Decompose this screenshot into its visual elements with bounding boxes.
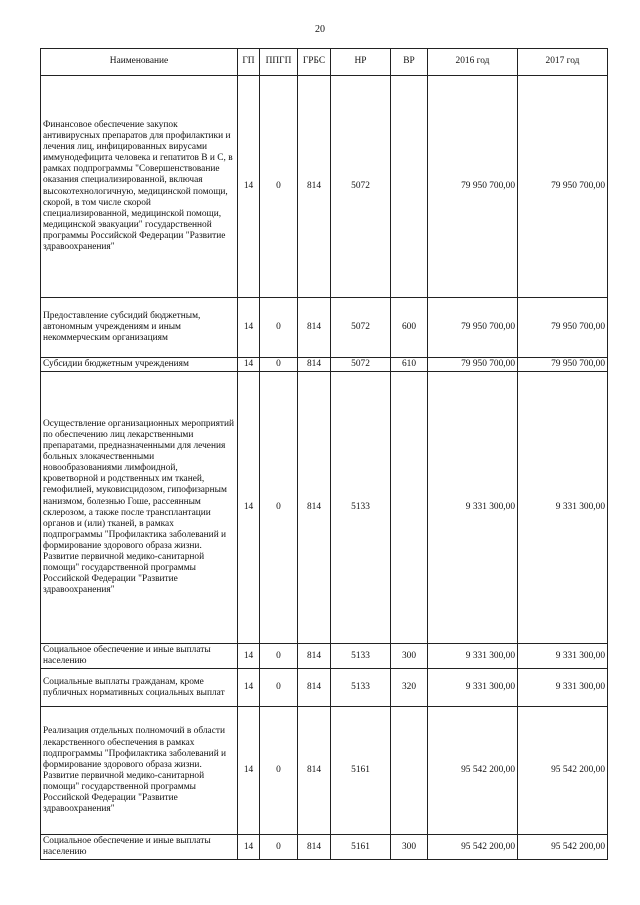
- row-gp: 14: [238, 372, 260, 644]
- header-vr: ВР: [391, 49, 428, 76]
- row-name: Финансовое обеспечение закупок антивирусных препаратов для профилактики и лечения лиц, инфицированных вирусами иммунодефицита человека и гепатитов В и С, в рамках подпрограммы "Совершенствование оказания специализированной, включая высокотехнологичную, медицинской помощи, скорой, в том числе скорой специализированной, медицинской помощи, медицинской эвакуации" государственной программы Российской Федерации "Развитие здравоохранения": [41, 76, 238, 298]
- row-2017: 9 331 300,00: [518, 669, 608, 707]
- row-2016: 9 331 300,00: [428, 669, 518, 707]
- row-ppgp: 0: [260, 669, 298, 707]
- row-vr: 320: [391, 669, 428, 707]
- row-name: Реализация отдельных полномочий в области лекарственного обеспечения в рамках подпрограммы "Профилактика заболеваний и формирование здорового образа жизни. Развитие первичной медико-санитарной помощи" государственной программы Российской Федерации "Развитие здравоохранения": [41, 707, 238, 835]
- budget-table: [40, 48, 608, 860]
- header-2016: 2016 год: [428, 49, 518, 76]
- row-grbs: 814: [298, 76, 331, 298]
- row-grbs: 814: [298, 298, 331, 358]
- table-row: [41, 835, 608, 860]
- table-row: [41, 76, 608, 298]
- table-row: [41, 358, 608, 372]
- row-vr: 610: [391, 358, 428, 372]
- row-2017: 79 950 700,00: [518, 76, 608, 298]
- row-ppgp: 0: [260, 372, 298, 644]
- row-gp: 14: [238, 76, 260, 298]
- header-gp: ГП: [238, 49, 260, 76]
- row-2017: 95 542 200,00: [518, 835, 608, 860]
- row-ppgp: 0: [260, 707, 298, 835]
- row-gp: 14: [238, 358, 260, 372]
- table-row: [41, 669, 608, 707]
- row-2016: 79 950 700,00: [428, 298, 518, 358]
- header-nr: НР: [331, 49, 391, 76]
- row-gp: 14: [238, 644, 260, 669]
- row-nr: 5072: [331, 76, 391, 298]
- row-name: Осуществление организационных мероприятий по обеспечению лиц лекарственными препаратами, предназначенными для лечения больных злокачественными новообразованиями лимфоидной, кроветворной и родственных им тканей, гемофилией, муковисцидозом, гипофизарным нанизмом, болезнью Гоше, рассеянным склерозом, а также после трансплантации органов и (или) тканей, в рамках подпрограммы "Профилактика заболеваний и формирование здорового образа жизни. Развитие первичной медико-санитарной помощи" государственной программы Российской Федерации "Развитие здравоохранения": [41, 372, 238, 644]
- row-ppgp: 0: [260, 358, 298, 372]
- row-name: Социальное обеспечение и иные выплаты населению: [41, 835, 238, 860]
- row-gp: 14: [238, 298, 260, 358]
- row-ppgp: 0: [260, 644, 298, 669]
- row-grbs: 814: [298, 644, 331, 669]
- row-nr: 5133: [331, 372, 391, 644]
- header-2017: 2017 год: [518, 49, 608, 76]
- row-2017: 79 950 700,00: [518, 358, 608, 372]
- table-header-row: [41, 49, 608, 76]
- row-name: Социальное обеспечение и иные выплаты населению: [41, 644, 238, 669]
- row-ppgp: 0: [260, 298, 298, 358]
- row-nr: 5072: [331, 298, 391, 358]
- row-2017: 9 331 300,00: [518, 644, 608, 669]
- row-name: Социальные выплаты гражданам, кроме публичных нормативных социальных выплат: [41, 669, 238, 707]
- table-row: [41, 372, 608, 644]
- row-nr: 5161: [331, 835, 391, 860]
- row-grbs: 814: [298, 372, 331, 644]
- row-2016: 95 542 200,00: [428, 835, 518, 860]
- row-2016: 79 950 700,00: [428, 358, 518, 372]
- row-2017: 9 331 300,00: [518, 372, 608, 644]
- row-vr: 300: [391, 644, 428, 669]
- row-name: Субсидии бюджетным учреждениям: [41, 358, 238, 372]
- row-grbs: 814: [298, 669, 331, 707]
- row-nr: 5161: [331, 707, 391, 835]
- row-vr: 300: [391, 835, 428, 860]
- row-nr: 5133: [331, 669, 391, 707]
- table-row: [41, 298, 608, 358]
- row-nr: 5072: [331, 358, 391, 372]
- header-name: Наименование: [41, 49, 238, 76]
- row-vr: [391, 372, 428, 644]
- header-grbs: ГРБС: [298, 49, 331, 76]
- row-gp: 14: [238, 835, 260, 860]
- page-number: 20: [315, 24, 325, 35]
- row-grbs: 814: [298, 835, 331, 860]
- row-grbs: 814: [298, 358, 331, 372]
- row-2017: 95 542 200,00: [518, 707, 608, 835]
- row-name: Предоставление субсидий бюджетным, автономным учреждениям и иным некоммерческим организациям: [41, 298, 238, 358]
- row-ppgp: 0: [260, 76, 298, 298]
- row-ppgp: 0: [260, 835, 298, 860]
- row-vr: 600: [391, 298, 428, 358]
- row-vr: [391, 707, 428, 835]
- row-2016: 79 950 700,00: [428, 76, 518, 298]
- row-grbs: 814: [298, 707, 331, 835]
- table-row: [41, 644, 608, 669]
- row-gp: 14: [238, 669, 260, 707]
- row-vr: [391, 76, 428, 298]
- row-2016: 9 331 300,00: [428, 372, 518, 644]
- row-gp: 14: [238, 707, 260, 835]
- row-2016: 9 331 300,00: [428, 644, 518, 669]
- row-nr: 5133: [331, 644, 391, 669]
- table-row: [41, 707, 608, 835]
- row-2016: 95 542 200,00: [428, 707, 518, 835]
- row-2017: 79 950 700,00: [518, 298, 608, 358]
- header-ppgp: ППГП: [260, 49, 298, 76]
